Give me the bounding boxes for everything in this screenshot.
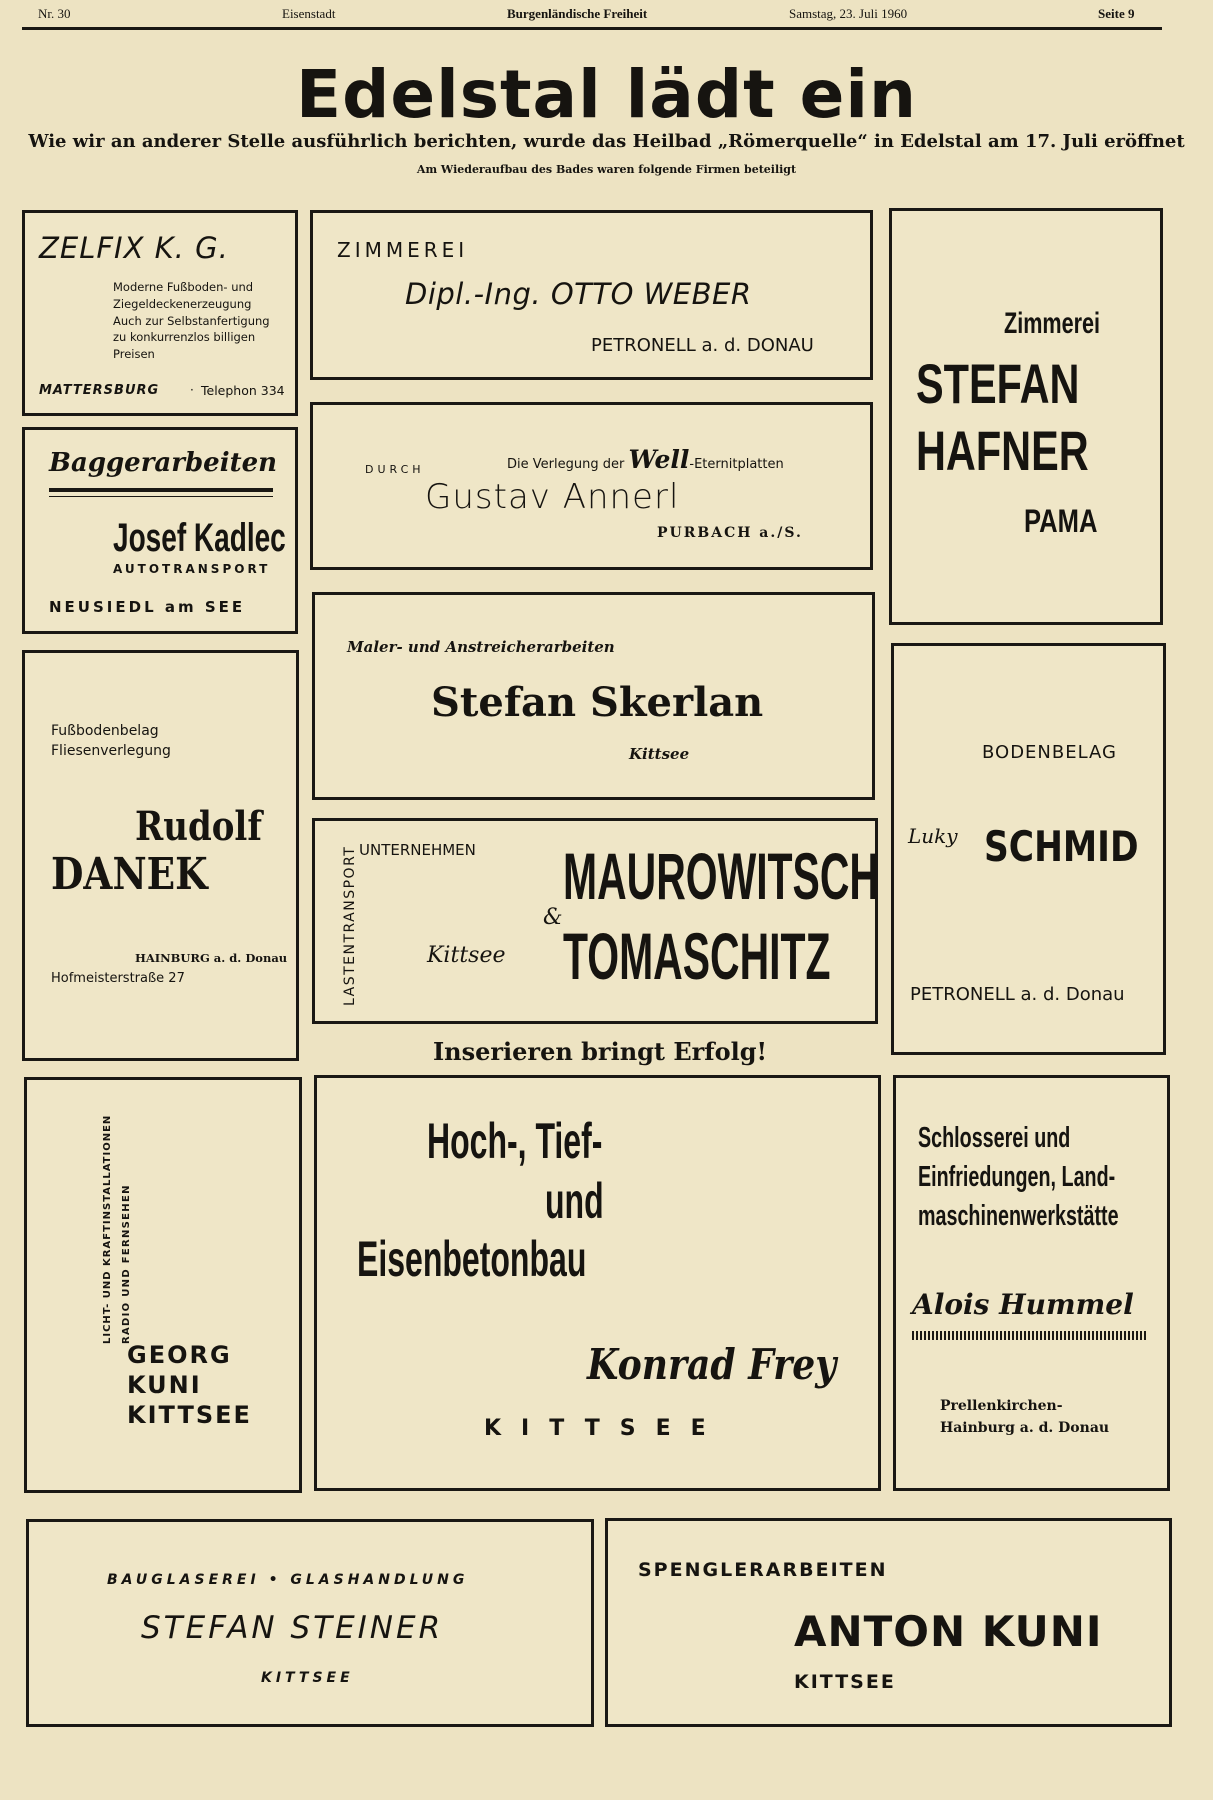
ad-danek-city: HAINBURG a. d. Donau — [135, 951, 288, 965]
ad-steiner — [26, 1519, 594, 1727]
ad-weber-trade: ZIMMEREI — [337, 238, 469, 262]
ad-hafner — [889, 208, 1163, 625]
ad-maurowitsch-city: Kittsee — [427, 943, 506, 968]
ad-hummel-line2: Einfriedungen, Land- — [918, 1161, 1116, 1193]
ad-danek — [22, 650, 299, 1061]
ad-kuni-georg-vertical2: RADIO UND FERNSEHEN — [121, 1184, 132, 1344]
ad-kadlec-rule-thick — [49, 488, 273, 492]
header-rule — [22, 27, 1162, 30]
ad-annerl-brand: Well — [628, 445, 690, 474]
ad-kuni-georg-last: KUNI — [127, 1371, 202, 1399]
ad-kadlec-trade: Baggerarbeiten — [49, 448, 278, 478]
ad-hafner-first: STEFAN — [916, 352, 1080, 415]
ad-hummel-line1: Schlosserei und — [918, 1122, 1071, 1154]
ad-kadlec-service: AUTOTRANSPORT — [113, 562, 271, 576]
ad-maurowitsch-label: UNTERNEHMEN — [359, 841, 476, 859]
ad-kuni-georg-first: GEORG — [127, 1341, 232, 1369]
ad-skerlan-city: Kittsee — [629, 745, 690, 763]
issue-number: Nr. 30 — [38, 6, 71, 21]
ad-hummel-hatched-rule — [912, 1331, 1147, 1340]
ad-frey-line3: Eisenbetonbau — [357, 1231, 587, 1287]
ad-skerlan-trade: Maler- und Anstreicherarbeiten — [347, 638, 615, 656]
ad-steiner-name: STEFAN STEINER — [141, 1610, 444, 1646]
ad-schmid-city: PETRONELL a. d. Donau — [910, 984, 1125, 1005]
headline-subtitle: Wie wir an anderer Stelle ausführlich berichten, wurde das Heilbad „Römerquelle“ in Edelstal am 17. Juli eröffnet — [28, 131, 1185, 152]
ad-zelfix-separator: · — [190, 383, 194, 397]
ad-skerlan-name: Stefan Skerlan — [431, 679, 764, 726]
ad-hummel — [893, 1075, 1170, 1491]
ad-frey-name: Konrad Frey — [587, 1340, 837, 1389]
ad-annerl-name: Gustav Annerl — [425, 477, 680, 517]
ad-annerl — [310, 402, 873, 570]
ad-annerl-line-pre: Die Verlegung der — [507, 457, 625, 472]
ad-zelfix-city: MATTERSBURG — [39, 383, 160, 398]
ad-kadlec — [22, 427, 298, 634]
ad-danek-line2: Fliesenverlegung — [51, 743, 171, 759]
ad-frey — [314, 1075, 881, 1491]
ad-zelfix-line: Ziegeldeckenerzeugung — [113, 296, 252, 311]
slogan: Inserieren bringt Erfolg! — [432, 1037, 768, 1066]
ad-skerlan — [312, 592, 875, 800]
ad-kuni-anton-city: KITTSEE — [794, 1671, 896, 1693]
ad-steiner-trade: BAUGLASEREI • GLASHANDLUNG — [107, 1572, 469, 1588]
ad-hummel-addr2: Hainburg a. d. Donau — [940, 1420, 1110, 1436]
ad-kuni-georg-vertical1: LICHT- UND KRAFTINSTALLATIONEN — [102, 1114, 113, 1344]
ad-danek-last: DANEK — [51, 849, 208, 900]
ad-schmid-trade: BODENBELAG — [982, 742, 1118, 763]
ad-zelfix-line: Preisen — [113, 347, 155, 362]
ad-steiner-city: KITTSEE — [261, 1670, 354, 1686]
header-place: Eisenstadt — [282, 6, 336, 21]
ad-kuni-anton — [605, 1518, 1172, 1727]
ad-danek-first: Rudolf — [135, 803, 262, 850]
ad-zelfix-line: zu konkurrenzlos billigen — [113, 330, 256, 345]
ad-kadlec-name: Josef Kadlec — [113, 516, 286, 560]
ad-maurowitsch — [312, 818, 878, 1024]
ad-kadlec-city: NEUSIEDL am SEE — [49, 598, 246, 616]
ad-kuni-anton-name: ANTON KUNI — [794, 1607, 1103, 1656]
ad-hummel-addr1: Prellenkirchen- — [940, 1398, 1063, 1414]
ad-danek-line1: Fußbodenbelag — [51, 723, 159, 739]
ad-kuni-georg-city: KITTSEE — [127, 1401, 252, 1429]
ad-weber-city: PETRONELL a. d. DONAU — [591, 335, 814, 356]
ad-hafner-trade: Zimmerei — [1004, 307, 1101, 340]
page-title: Edelstal lädt ein — [296, 56, 917, 133]
ad-maurowitsch-name1: MAUROWITSCH — [563, 839, 879, 913]
page-number: Seite 9 — [1098, 6, 1135, 21]
ad-kuni-anton-trade: SPENGLERARBEITEN — [638, 1559, 888, 1581]
ad-annerl-service-line — [507, 445, 784, 474]
ad-frey-line1: Hoch-, Tief- — [427, 1113, 603, 1169]
ad-frey-city: KITTSEE — [484, 1416, 726, 1441]
ad-zelfix-line: Moderne Fußboden- und — [113, 280, 254, 294]
ad-frey-line2: und — [545, 1173, 604, 1229]
ad-annerl-by: DURCH — [365, 463, 425, 476]
ad-maurowitsch-ampersand: & — [543, 905, 563, 930]
ad-schmid — [891, 643, 1166, 1055]
ad-weber — [310, 210, 873, 380]
ad-zelfix-name: ZELFIX K. G. — [39, 231, 229, 265]
ad-zelfix-line: Auch zur Selbstanfertigung — [113, 313, 270, 328]
ad-maurowitsch-vertical: LASTENTRANSPORT — [342, 845, 358, 1006]
ad-kuni-georg — [24, 1077, 302, 1493]
ad-hummel-line3: maschinenwerkstätte — [918, 1200, 1119, 1232]
ad-danek-street: Hofmeisterstraße 27 — [51, 971, 185, 986]
ad-annerl-line-post: -Eternitplatten — [689, 457, 784, 472]
ad-kadlec-rule-thin — [49, 496, 273, 497]
ad-schmid-first: Luky — [908, 824, 958, 848]
ad-schmid-last: SCHMID — [984, 822, 1139, 871]
ad-zelfix-lines — [113, 279, 270, 363]
ad-hafner-city: PAMA — [1024, 503, 1098, 539]
issue-date: Samstag, 23. Juli 1960 — [789, 6, 908, 21]
newspaper-name: Burgenländische Freiheit — [507, 6, 648, 21]
ad-maurowitsch-name2: TOMASCHITZ — [563, 919, 831, 993]
ad-zelfix-phone: Telephon 334 — [201, 383, 285, 398]
ad-zelfix — [22, 210, 298, 416]
ad-hafner-last: HAFNER — [916, 419, 1089, 482]
headline-note: Am Wiederaufbau des Bades waren folgende Firmen beteiligt — [416, 163, 797, 176]
ad-hummel-name: Alois Hummel — [912, 1288, 1134, 1321]
ad-weber-name: Dipl.-Ing. OTTO WEBER — [405, 277, 752, 311]
ad-annerl-city: PURBACH a./S. — [657, 525, 803, 541]
